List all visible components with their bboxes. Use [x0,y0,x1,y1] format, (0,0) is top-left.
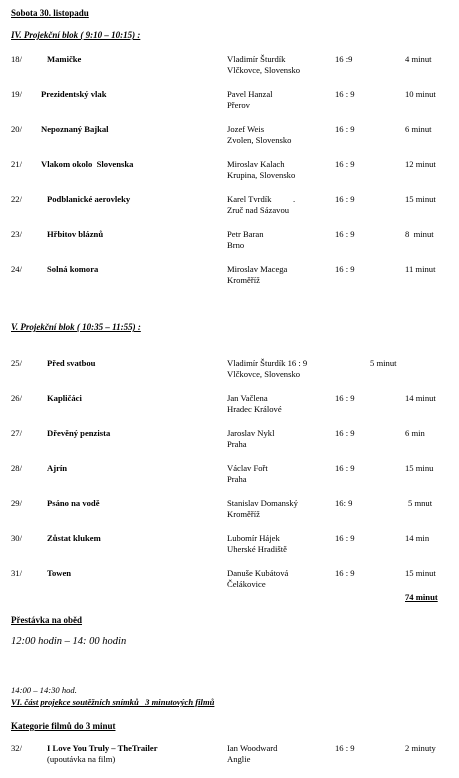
entry-number: 29/ [11,498,22,508]
film-title: Towen [47,568,72,578]
film-author: Miroslav Macega Kroměříž [227,264,288,285]
film-author: Miroslav Kalach Krupina, Slovensko [227,159,296,180]
film-author: Pavel Hanzal Přerov [227,89,273,110]
film-title: Zůstat klukem [47,533,101,543]
film-author: Stanislav Domanský Kroměříž [227,498,298,519]
film-author: Lubomír Hájek Uherské Hradiště [227,533,287,554]
film-duration: 8 minut [405,229,434,239]
film-duration: 5 minut [370,358,397,368]
entry-number: 22/ [11,194,22,204]
category-heading: Kategorie filmů do 3 minut [11,721,116,731]
entry-number: 32/ [11,743,22,753]
table-row [0,393,459,417]
film-duration: 6 min [405,428,425,438]
aspect-ratio: 16 : 9 [335,159,355,169]
aspect-ratio: 16 : 9 [335,743,355,753]
film-author: Václav Fořt Praha [227,463,268,484]
film-author: Jan Vačlena Hradec Králové [227,393,282,414]
film-duration: 10 minut [405,89,436,99]
entry-number: 19/ [11,89,22,99]
entry-number: 27/ [11,428,22,438]
table-row [0,463,459,487]
film-duration: 6 minut [405,124,432,134]
film-title: Mamičke [47,54,82,64]
film-author: Karel Tvrdík . Zruč nad Sázavou [227,194,296,215]
film-title: Hřbitov bláznů [47,229,104,239]
film-author: Petr Baran Brno [227,229,264,250]
film-author: Danuše Kubátová Čelákovice [227,568,289,589]
film-title: Solná komora [47,264,99,274]
film-duration: 15 minut [405,568,436,578]
film-author: Ian Woodward Anglie [227,743,278,764]
aspect-ratio: 16 : 9 [335,124,355,134]
entry-number: 26/ [11,393,22,403]
block5-heading: V. Projekční blok ( 10:35 – 11:55) : [11,322,141,332]
table-row [0,568,459,592]
film-author: Vladimír Šturdík 16 : 9 Vlčkovce, Slovensko [227,358,308,379]
entry-number: 25/ [11,358,22,368]
film-author: Jaroslav Nykl Praha [227,428,275,449]
film-author: Vladimír Šturdík Vlčkovce, Slovensko [227,54,301,75]
entry-number: 20/ [11,124,22,134]
aspect-ratio: 16 : 9 [335,194,355,204]
aspect-ratio: 16 : 9 [335,264,355,274]
film-title: Psáno na vodě [47,498,100,508]
aspect-ratio: 16 : 9 [335,568,355,578]
block4-heading: IV. Projekční blok ( 9:10 – 10:15) : [11,30,141,40]
film-title: Před svatbou [47,358,96,368]
film-duration: 15 minu [405,463,434,473]
entry-number: 30/ [11,533,22,543]
film-subtitle: (upoutávka na film) [47,753,116,764]
table-row [0,89,459,113]
table-row [0,743,459,767]
table-row [0,229,459,253]
block6-heading: VI. část projekce soutěžních snímků 3 minutových filmů [11,697,215,707]
table-row [0,264,459,288]
entry-number: 18/ [11,54,22,64]
film-duration: 14 minut [405,393,436,403]
film-duration: 2 minuty [405,743,436,753]
aspect-ratio: 16 : 9 [335,463,355,473]
aspect-ratio: 16 : 9 [335,533,355,543]
block5-total: 74 minut [405,592,438,602]
film-title: I Love You Truly – TheTrailer (upoutávka na film) [47,743,158,764]
table-row [0,124,459,148]
aspect-ratio: 16 : 9 [335,428,355,438]
table-row [0,194,459,218]
film-title: Podblanické aerovleky [47,194,131,204]
film-duration: 12 minut [405,159,436,169]
film-title: Nepoznaný Bajkal [41,124,109,134]
film-title: Prezidentský vlak [41,89,107,99]
film-title: Dřevěný penzista [47,428,111,438]
table-row [0,54,459,78]
day-heading: Sobota 30. listopadu [11,8,89,18]
aspect-ratio: 16 : 9 [335,89,355,99]
table-row [0,358,459,382]
entry-number: 23/ [11,229,22,239]
film-author: Jozef Weis Zvolen, Slovensko [227,124,292,145]
lunch-heading: Přestávka na oběd [11,615,83,625]
entry-number: 31/ [11,568,22,578]
entry-number: 24/ [11,264,22,274]
table-row [0,428,459,452]
film-duration: 4 minut [405,54,432,64]
aspect-ratio: 16 : 9 [335,393,355,403]
film-duration: 14 min [405,533,430,543]
aspect-ratio: 16 :9 [335,54,353,64]
lunch-time: 12:00 hodin – 14: 00 hodin [11,636,127,647]
block6-time: 14:00 – 14:30 hod. [11,685,77,695]
film-title: Kapličáci [47,393,82,403]
aspect-ratio: 16 : 9 [335,229,355,239]
film-title: Vlakom okolo Slovenska [41,159,134,169]
film-duration: 11 minut [405,264,436,274]
table-row [0,533,459,557]
film-duration: 15 minut [405,194,436,204]
aspect-ratio: 16: 9 [335,498,353,508]
entry-number: 28/ [11,463,22,473]
film-duration: 5 mnut [408,498,433,508]
film-title: Ajrín [47,463,68,473]
table-row [0,159,459,183]
table-row [0,498,459,522]
entry-number: 21/ [11,159,22,169]
